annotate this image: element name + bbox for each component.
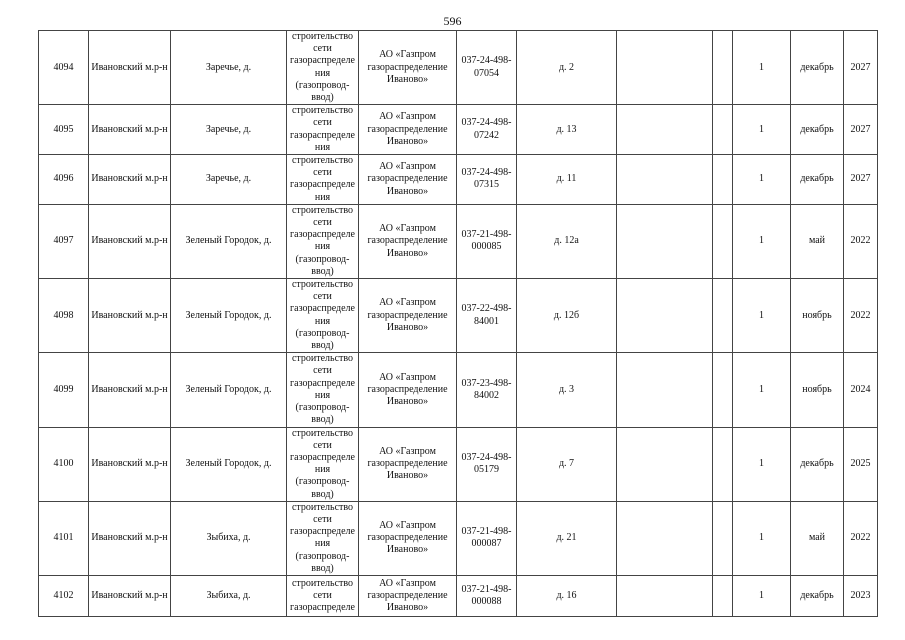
year-cell: 2027 bbox=[844, 105, 878, 155]
organization-cell: АО «Газпром газораспределение Иваново» bbox=[359, 155, 457, 205]
empty-cell bbox=[617, 31, 713, 105]
object-code-cell: 037-24-498-07242 bbox=[457, 105, 517, 155]
locality-cell: Зеленый Городок, д. bbox=[171, 279, 287, 353]
quantity-cell: 1 bbox=[733, 105, 791, 155]
year-cell: 2022 bbox=[844, 204, 878, 278]
year-cell: 2022 bbox=[844, 279, 878, 353]
district-cell: Ивановский м.р-н bbox=[89, 155, 171, 205]
work-type-cell: строительство сети газораспределения (газопровод-ввод) bbox=[287, 204, 359, 278]
locality-cell: Заречье, д. bbox=[171, 155, 287, 205]
organization-cell: АО «Газпром газораспределение Иваново» bbox=[359, 204, 457, 278]
empty-cell bbox=[713, 575, 733, 616]
locality-cell: Зеленый Городок, д. bbox=[171, 427, 287, 501]
month-cell: декабрь bbox=[791, 31, 844, 105]
gas-connection-table bbox=[38, 30, 878, 617]
month-cell: май bbox=[791, 204, 844, 278]
address-cell: д. 16 bbox=[517, 575, 617, 616]
year-cell: 2023 bbox=[844, 575, 878, 616]
address-cell: д. 7 bbox=[517, 427, 617, 501]
object-code-cell: 037-24-498-07054 bbox=[457, 31, 517, 105]
year-cell: 2027 bbox=[844, 31, 878, 105]
district-cell: Ивановский м.р-н bbox=[89, 501, 171, 575]
district-cell: Ивановский м.р-н bbox=[89, 204, 171, 278]
district-cell: Ивановский м.р-н bbox=[89, 105, 171, 155]
row-number-cell: 4100 bbox=[39, 427, 89, 501]
quantity-cell: 1 bbox=[733, 427, 791, 501]
object-code-cell: 037-23-498-84002 bbox=[457, 353, 517, 427]
row-number-cell: 4099 bbox=[39, 353, 89, 427]
locality-cell: Зеленый Городок, д. bbox=[171, 353, 287, 427]
month-cell: декабрь bbox=[791, 105, 844, 155]
organization-cell: АО «Газпром газораспределение Иваново» bbox=[359, 279, 457, 353]
organization-cell: АО «Газпром газораспределение Иваново» bbox=[359, 427, 457, 501]
empty-cell bbox=[713, 353, 733, 427]
quantity-cell: 1 bbox=[733, 575, 791, 616]
table-row bbox=[39, 575, 878, 616]
empty-cell bbox=[713, 31, 733, 105]
row-number-cell: 4101 bbox=[39, 501, 89, 575]
locality-cell: Заречье, д. bbox=[171, 31, 287, 105]
locality-cell: Зыбиха, д. bbox=[171, 501, 287, 575]
organization-cell: АО «Газпром газораспределение Иваново» bbox=[359, 575, 457, 616]
work-type-cell: строительство сети газораспределения (газопровод-ввод) bbox=[287, 353, 359, 427]
locality-cell: Зеленый Городок, д. bbox=[171, 204, 287, 278]
empty-cell bbox=[617, 155, 713, 205]
month-cell: ноябрь bbox=[791, 279, 844, 353]
empty-cell bbox=[713, 155, 733, 205]
address-cell: д. 2 bbox=[517, 31, 617, 105]
work-type-cell: строительство сети газораспределения (газопровод-ввод) bbox=[287, 501, 359, 575]
empty-cell bbox=[713, 427, 733, 501]
table-row bbox=[39, 31, 878, 105]
organization-cell: АО «Газпром газораспределение Иваново» bbox=[359, 105, 457, 155]
organization-cell: АО «Газпром газораспределение Иваново» bbox=[359, 501, 457, 575]
quantity-cell: 1 bbox=[733, 31, 791, 105]
table-row bbox=[39, 279, 878, 353]
object-code-cell: 037-21-498-000088 bbox=[457, 575, 517, 616]
organization-cell: АО «Газпром газораспределение Иваново» bbox=[359, 353, 457, 427]
row-number-cell: 4102 bbox=[39, 575, 89, 616]
quantity-cell: 1 bbox=[733, 501, 791, 575]
address-cell: д. 3 bbox=[517, 353, 617, 427]
month-cell: декабрь bbox=[791, 427, 844, 501]
month-cell: май bbox=[791, 501, 844, 575]
table-row bbox=[39, 501, 878, 575]
year-cell: 2025 bbox=[844, 427, 878, 501]
object-code-cell: 037-24-498-05179 bbox=[457, 427, 517, 501]
object-code-cell: 037-21-498-000085 bbox=[457, 204, 517, 278]
month-cell: декабрь bbox=[791, 155, 844, 205]
district-cell: Ивановский м.р-н bbox=[89, 353, 171, 427]
organization-cell: АО «Газпром газораспределение Иваново» bbox=[359, 31, 457, 105]
object-code-cell: 037-21-498-000087 bbox=[457, 501, 517, 575]
empty-cell bbox=[617, 279, 713, 353]
page-number: 596 bbox=[443, 14, 462, 28]
table-row bbox=[39, 204, 878, 278]
district-cell: Ивановский м.р-н bbox=[89, 575, 171, 616]
table-row bbox=[39, 155, 878, 205]
quantity-cell: 1 bbox=[733, 204, 791, 278]
locality-cell: Зыбиха, д. bbox=[171, 575, 287, 616]
year-cell: 2027 bbox=[844, 155, 878, 205]
row-number-cell: 4098 bbox=[39, 279, 89, 353]
table-row bbox=[39, 353, 878, 427]
object-code-cell: 037-24-498-07315 bbox=[457, 155, 517, 205]
address-cell: д. 13 bbox=[517, 105, 617, 155]
work-type-cell: строительство сети газораспределе bbox=[287, 575, 359, 616]
empty-cell bbox=[617, 204, 713, 278]
row-number-cell: 4095 bbox=[39, 105, 89, 155]
object-code-cell: 037-22-498-84001 bbox=[457, 279, 517, 353]
row-number-cell: 4096 bbox=[39, 155, 89, 205]
year-cell: 2024 bbox=[844, 353, 878, 427]
quantity-cell: 1 bbox=[733, 155, 791, 205]
table-row bbox=[39, 427, 878, 501]
address-cell: д. 12а bbox=[517, 204, 617, 278]
row-number-cell: 4094 bbox=[39, 31, 89, 105]
work-type-cell: строительство сети газораспределения (газопровод-ввод) bbox=[287, 427, 359, 501]
work-type-cell: строительство сети газораспределения (газопровод-ввод) bbox=[287, 31, 359, 105]
table-row bbox=[39, 105, 878, 155]
address-cell: д. 21 bbox=[517, 501, 617, 575]
empty-cell bbox=[617, 353, 713, 427]
address-cell: д. 12б bbox=[517, 279, 617, 353]
quantity-cell: 1 bbox=[733, 353, 791, 427]
month-cell: декабрь bbox=[791, 575, 844, 616]
empty-cell bbox=[713, 105, 733, 155]
work-type-cell: строительство сети газораспределения (газопровод-ввод) bbox=[287, 279, 359, 353]
empty-cell bbox=[617, 105, 713, 155]
address-cell: д. 11 bbox=[517, 155, 617, 205]
empty-cell bbox=[617, 501, 713, 575]
empty-cell bbox=[713, 279, 733, 353]
district-cell: Ивановский м.р-н bbox=[89, 427, 171, 501]
district-cell: Ивановский м.р-н bbox=[89, 31, 171, 105]
empty-cell bbox=[713, 204, 733, 278]
empty-cell bbox=[713, 501, 733, 575]
district-cell: Ивановский м.р-н bbox=[89, 279, 171, 353]
locality-cell: Заречье, д. bbox=[171, 105, 287, 155]
quantity-cell: 1 bbox=[733, 279, 791, 353]
year-cell: 2022 bbox=[844, 501, 878, 575]
empty-cell bbox=[617, 575, 713, 616]
month-cell: ноябрь bbox=[791, 353, 844, 427]
row-number-cell: 4097 bbox=[39, 204, 89, 278]
work-type-cell: строительство сети газораспределения bbox=[287, 155, 359, 205]
work-type-cell: строительство сети газораспределения bbox=[287, 105, 359, 155]
empty-cell bbox=[617, 427, 713, 501]
